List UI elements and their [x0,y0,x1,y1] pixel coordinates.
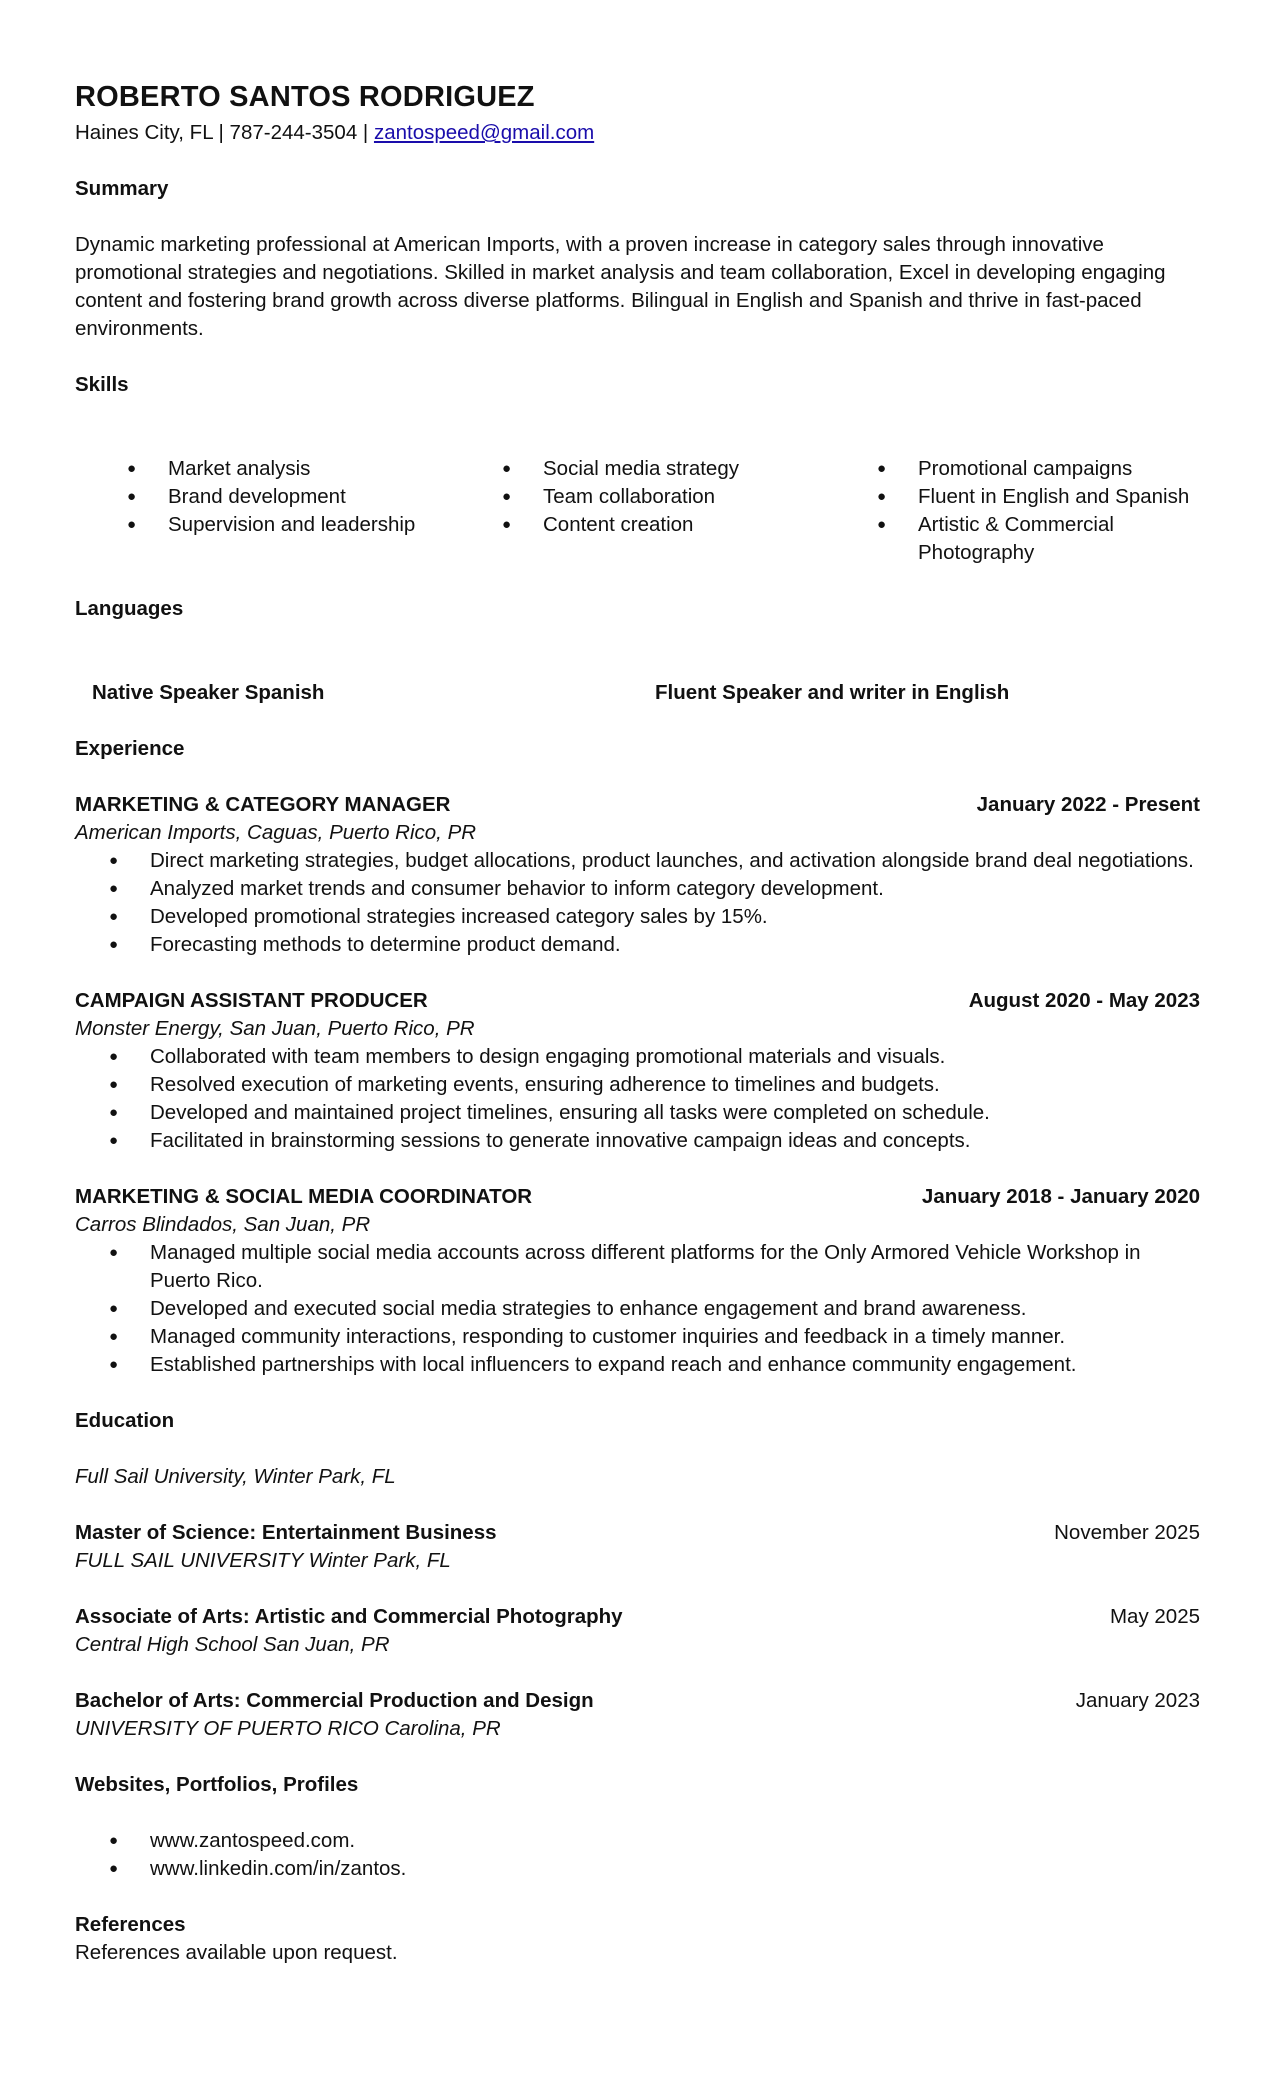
job-company: American Imports, Caguas, Puerto Rico, PR [75,821,477,844]
job-company: Carros Blindados, San Juan, PR [75,1213,371,1236]
skills-heading: Skills [75,373,129,396]
education-entry [75,1687,1200,1743]
bullet-icon: ● [109,1244,119,1261]
education-entry [75,1603,1200,1659]
job-dates: January 2022 - Present [976,793,1200,816]
education-heading: Education [75,1409,175,1432]
summary-heading: Summary [75,177,169,200]
bullet-icon: ● [109,1076,119,1093]
bullet-icon: ● [109,1832,119,1849]
contact-line [75,119,1200,147]
degree-title: Bachelor of Arts: Commercial Production and Design [75,1689,594,1712]
job-title: MARKETING & SOCIAL MEDIA COORDINATOR [75,1185,533,1208]
website-item[interactable]: ● www.zantospeed.com. [75,1827,1200,1855]
education-entry [75,1519,1200,1575]
language-spanish: Native Speaker Spanish [92,681,325,704]
email-link[interactable]: zantospeed@gmail.com [373,121,595,144]
job-bullet: ● Managed multiple social media accounts across different platforms for the Only Armored Vehicle Workshop in Puerto Rico. [109,1241,1141,1292]
bullet-icon: ● [109,1048,119,1065]
degree-date: May 2025 [1109,1605,1200,1628]
bullet-icon: ● [127,488,137,505]
job-bullet: ● Developed and maintained project timelines, ensuring all tasks were completed on schedule. [75,1099,1200,1127]
degree-school: UNIVERSITY OF PUERTO RICO Carolina, PR [75,1717,501,1740]
bullet-icon: ● [109,908,119,925]
job-bullet: ● Forecasting methods to determine product demand. [75,931,1200,959]
bullet-icon: ● [877,460,887,477]
bullet-icon: ● [127,516,137,533]
skill-item: ● Fluent in English and Spanish [825,483,1200,511]
skill-item: ● Content creation [450,511,825,539]
skill-item: ● Social media strategy [450,455,825,483]
websites-heading: Websites, Portfolios, Profiles [75,1773,359,1796]
skill-item: ● Artistic & Commercial Photography [877,513,1114,564]
job-bullet: ● Managed community interactions, responding to customer inquiries and feedback in a timely manner. [75,1323,1200,1351]
bullet-icon: ● [877,516,887,533]
bullet-icon: ● [109,1300,119,1317]
degree-date: January 2023 [1075,1689,1200,1712]
websites-list [75,1827,1200,1883]
bullet-icon: ● [502,488,512,505]
job-title: MARKETING & CATEGORY MANAGER [75,793,451,816]
website-item[interactable]: ● www.linkedin.com/in/zantos. [75,1855,1200,1883]
job-bullet: ● Developed and executed social media strategies to enhance engagement and brand awareness. [75,1295,1200,1323]
degree-title: Associate of Arts: Artistic and Commercial Photography [75,1605,623,1628]
skills-column-3 [825,455,1200,567]
job-bullet: ● Resolved execution of marketing events, ensuring adherence to timelines and budgets. [75,1071,1200,1099]
location-phone: Haines City, FL | 787-244-3504 | [75,121,374,144]
job-dates: August 2020 - May 2023 [968,989,1200,1012]
skills-grid [75,455,1200,567]
language-english: Fluent Speaker and writer in English [655,681,1010,704]
job-dates: January 2018 - January 2020 [921,1185,1200,1208]
bullet-icon: ● [109,1860,119,1877]
references-text: References available upon request. [75,1941,398,1964]
job-bullet: ● Established partnerships with local influencers to expand reach and enhance community engagement. [75,1351,1200,1379]
candidate-name: ROBERTO SANTOS RODRIGUEZ [75,81,535,113]
languages-row [75,679,1200,707]
skills-column-1 [75,455,450,567]
bullet-icon: ● [109,1356,119,1373]
skill-item: ● Team collaboration [450,483,825,511]
bullet-icon: ● [109,1328,119,1345]
bullet-icon: ● [109,852,119,869]
job-entry [75,791,1200,959]
job-bullet: ● Developed promotional strategies increased category sales by 15%. [75,903,1200,931]
references-heading: References [75,1913,186,1936]
skills-column-2 [450,455,825,567]
bullet-icon: ● [109,936,119,953]
skill-item: ● Promotional campaigns [825,455,1200,483]
job-entry [75,987,1200,1155]
bullet-icon: ● [109,1104,119,1121]
job-bullet: ● Analyzed market trends and consumer behavior to inform category development. [75,875,1200,903]
experience-heading: Experience [75,737,185,760]
bullet-icon: ● [127,460,137,477]
summary-text: Dynamic marketing professional at American Imports, with a proven increase in category sales through innovative promotional strategies and negotiations. Skilled in market analysis and team collaboration, Excel in developing engaging content and fostering brand growth across diverse platforms. Bilingual in English and Spanish and thrive in fast-paced environments. [75,233,1166,340]
job-bullet: ● Facilitated in brainstorming sessions to generate innovative campaign ideas and concepts. [75,1127,1200,1155]
education-intro: Full Sail University, Winter Park, FL [75,1465,396,1488]
bullet-icon: ● [877,488,887,505]
degree-school: FULL SAIL UNIVERSITY Winter Park, FL [75,1549,451,1572]
degree-school: Central High School San Juan, PR [75,1633,390,1656]
resume-page [75,75,1200,1967]
job-entry [75,1183,1200,1379]
skill-item: ● Supervision and leadership [75,511,450,539]
bullet-icon: ● [109,880,119,897]
job-company: Monster Energy, San Juan, Puerto Rico, PR [75,1017,475,1040]
skill-item: ● Brand development [75,483,450,511]
skill-item: ● Market analysis [75,455,450,483]
bullet-icon: ● [502,516,512,533]
bullet-icon: ● [502,460,512,477]
job-bullet: ● Direct marketing strategies, budget allocations, product launches, and activation alongside brand deal negotiations. [75,847,1200,875]
job-title: CAMPAIGN ASSISTANT PRODUCER [75,989,428,1012]
degree-date: November 2025 [1054,1521,1200,1544]
bullet-icon: ● [109,1132,119,1149]
degree-title: Master of Science: Entertainment Business [75,1521,497,1544]
languages-heading: Languages [75,597,184,620]
job-bullet: ● Collaborated with team members to design engaging promotional materials and visuals. [75,1043,1200,1071]
